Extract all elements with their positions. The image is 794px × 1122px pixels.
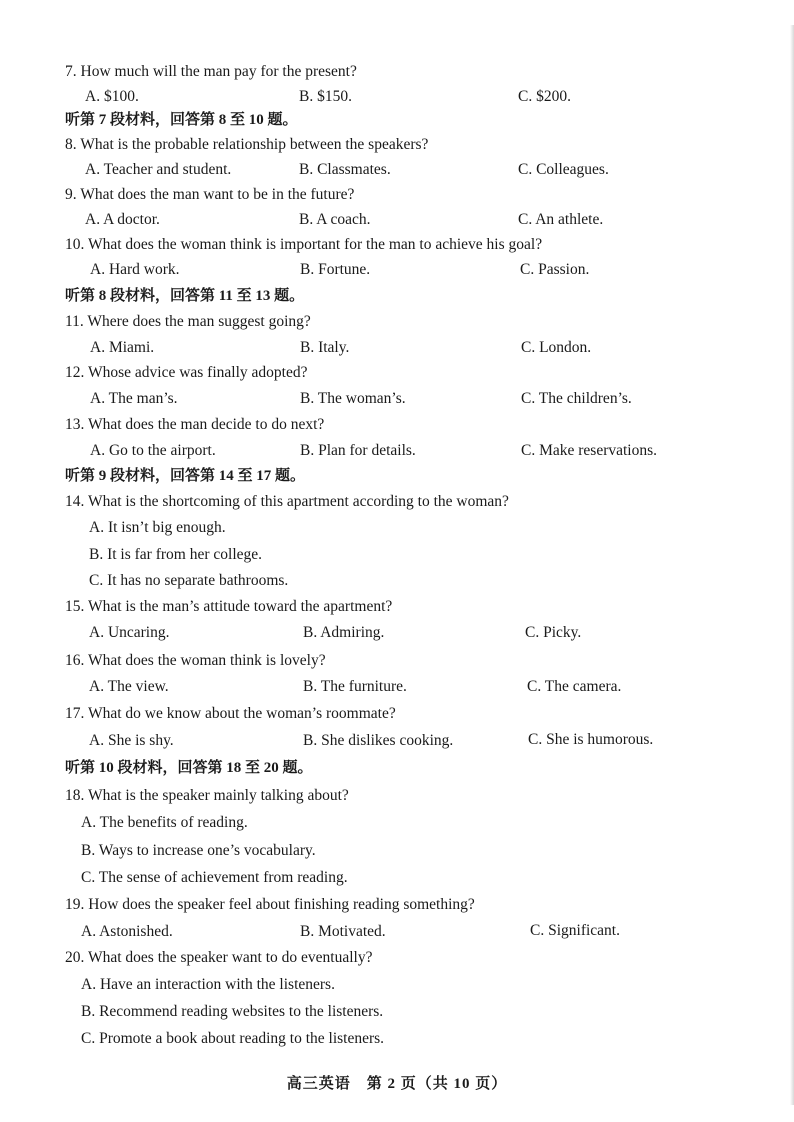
question-13-option-b: B. Plan for details. — [300, 442, 416, 459]
section-heading-7: 听第 7 段材料，回答第 8 至 10 题。 — [65, 112, 298, 128]
question-13-option-a: A. Go to the airport. — [90, 442, 216, 459]
question-12-option-c: C. The children’s. — [521, 390, 632, 407]
question-10-stem: 10. What does the woman think is important for the man to achieve his goal? — [65, 236, 543, 253]
question-20-option-a: A. Have an interaction with the listeners. — [81, 976, 335, 993]
question-14-option-b: B. It is far from her college. — [89, 546, 263, 563]
question-15-option-b: B. Admiring. — [303, 624, 385, 641]
section-heading-9: 听第 9 段材料，回答第 14 至 17 题。 — [65, 468, 306, 484]
question-19-option-a: A. Astonished. — [81, 923, 173, 940]
question-14-option-a: A. It isn’t big enough. — [89, 519, 226, 536]
question-19-stem: 19. How does the speaker feel about finishing reading something? — [65, 896, 475, 913]
question-18-option-a: A. The benefits of reading. — [81, 814, 248, 831]
question-15-stem: 15. What is the man’s attitude toward the apartment? — [65, 598, 393, 615]
question-18-option-b: B. Ways to increase one’s vocabulary. — [81, 842, 316, 859]
question-20-option-c: C. Promote a book about reading to the listeners. — [81, 1030, 385, 1047]
question-18-stem: 18. What is the speaker mainly talking about? — [65, 787, 349, 804]
question-11-option-b: B. Italy. — [300, 339, 350, 356]
question-10-option-b: B. Fortune. — [300, 261, 371, 278]
question-17-option-a: A. She is shy. — [89, 732, 174, 749]
question-7-stem: 7. How much will the man pay for the present? — [65, 63, 357, 80]
question-14-stem: 14. What is the shortcoming of this apartment according to the woman? — [65, 493, 509, 510]
question-8-stem: 8. What is the probable relationship between the speakers? — [65, 136, 429, 153]
question-17-option-b: B. She dislikes cooking. — [303, 732, 454, 749]
question-20-stem: 20. What does the speaker want to do eventually? — [65, 949, 373, 966]
question-12-stem: 12. Whose advice was finally adopted? — [65, 364, 308, 381]
scan-edge-shadow — [790, 25, 794, 1105]
question-7-option-c: C. $200. — [518, 88, 571, 105]
question-10-option-a: A. Hard work. — [90, 261, 180, 278]
question-16-option-a: A. The view. — [89, 678, 169, 695]
question-11-option-c: C. London. — [521, 339, 592, 356]
question-15-option-a: A. Uncaring. — [89, 624, 170, 641]
question-8-option-c: C. Colleagues. — [518, 161, 609, 178]
question-12-option-b: B. The woman’s. — [300, 390, 406, 407]
section-heading-8: 听第 8 段材料，回答第 11 至 13 题。 — [65, 288, 305, 304]
question-16-option-c: C. The camera. — [527, 678, 622, 695]
question-17-option-c: C. She is humorous. — [528, 731, 654, 748]
question-18-option-c: C. The sense of achievement from reading. — [81, 869, 348, 886]
question-11-option-a: A. Miami. — [90, 339, 155, 356]
question-15-option-c: C. Picky. — [525, 624, 582, 641]
question-16-stem: 16. What does the woman think is lovely? — [65, 652, 326, 669]
question-7-option-b: B. $150. — [299, 88, 352, 105]
question-13-option-c: C. Make reservations. — [521, 442, 658, 459]
question-19-option-c: C. Significant. — [530, 922, 620, 939]
question-13-stem: 13. What does the man decide to do next? — [65, 416, 325, 433]
question-8-option-b: B. Classmates. — [299, 161, 391, 178]
section-heading-10: 听第 10 段材料，回答第 18 至 20 题。 — [65, 760, 313, 776]
question-8-option-a: A. Teacher and student. — [85, 161, 232, 178]
question-11-stem: 11. Where does the man suggest going? — [65, 313, 311, 330]
question-17-stem: 17. What do we know about the woman’s roommate? — [65, 705, 396, 722]
question-14-option-c: C. It has no separate bathrooms. — [89, 572, 289, 589]
question-19-option-b: B. Motivated. — [300, 923, 386, 940]
question-9-option-a: A. A doctor. — [85, 211, 160, 228]
question-7-option-a: A. $100. — [85, 88, 139, 105]
page-footer: 高三英语 第 2 页（共 10 页） — [286, 1076, 508, 1092]
question-9-option-b: B. A coach. — [299, 211, 371, 228]
question-12-option-a: A. The man’s. — [90, 390, 178, 407]
question-9-option-c: C. An athlete. — [518, 211, 604, 228]
question-9-stem: 9. What does the man want to be in the future? — [65, 186, 355, 203]
question-20-option-b: B. Recommend reading websites to the listeners. — [81, 1003, 384, 1020]
question-16-option-b: B. The furniture. — [303, 678, 407, 695]
question-10-option-c: C. Passion. — [520, 261, 590, 278]
